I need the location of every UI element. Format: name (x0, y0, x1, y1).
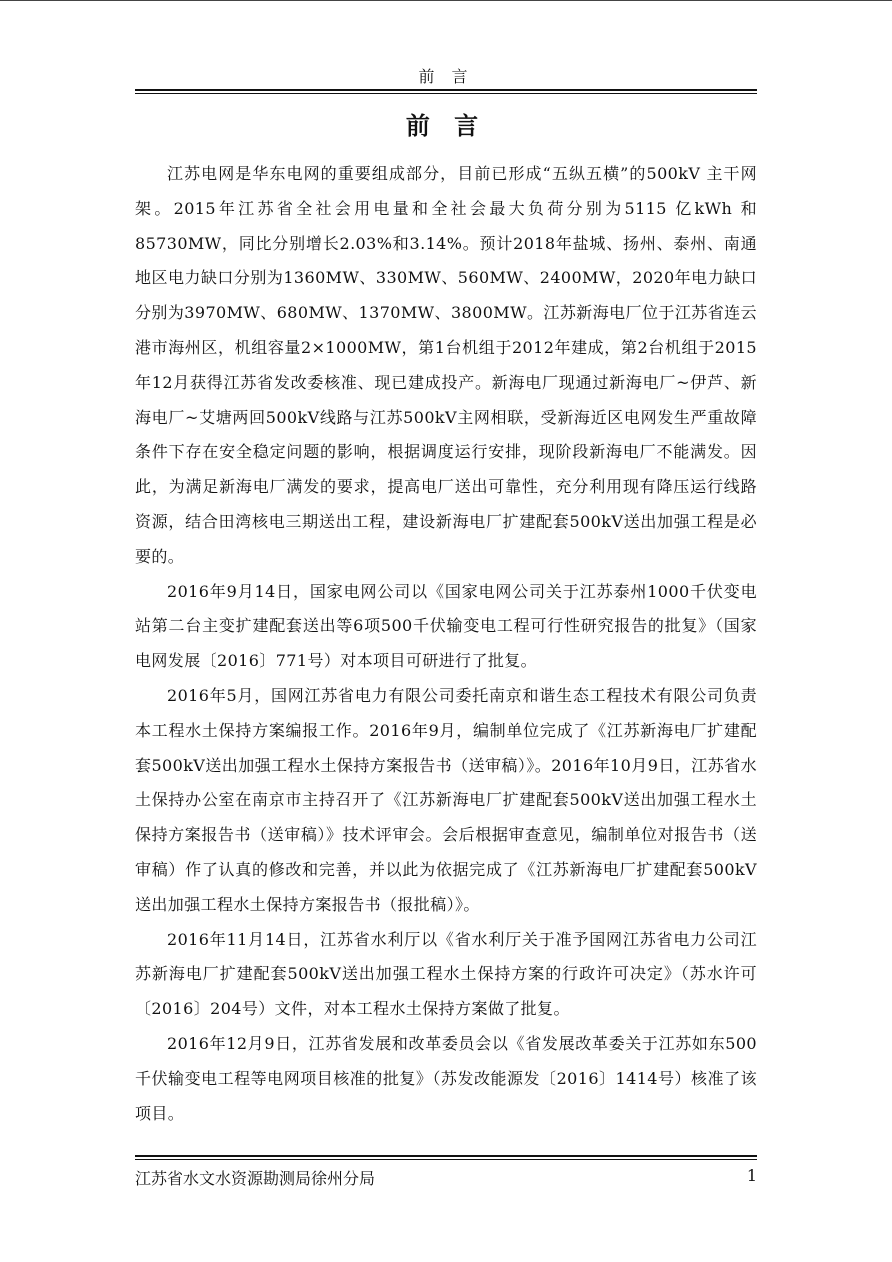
body-text (135, 157, 757, 1131)
footer-organization: 江苏省水文水资源勘测局徐州分局 (135, 1169, 376, 1188)
paragraph-1: 江苏电网是华东电网的重要组成部分，目前已形成“五纵五横”的500kV 主干网架。2015年江苏省全社会用电量和全社会最大负荷分别为5115 亿kWh 和85730MW，同比分别增长2.03%和3.14%。预计2018年盐城、扬州、泰州、南通地区电力缺口分别为1360MW、330MW、560MW、2400MW，2020年电力缺口分别为3970MW、680MW、1370MW、3800MW。江苏新海电厂位于江苏省连云港市海州区，机组容量2×1000MW，第1台机组于2012年建成，第2台机组于2015年12月获得江苏省发改委核准、现已建成投产。新海电厂现通过新海电厂~伊芦、新海电厂~艾塘两回500kV线路与江苏500kV主网相联，受新海近区电网发生严重故障条件下存在安全稳定问题的影响，根据调度运行安排，现阶段新海电厂不能满发。因此，为满足新海电厂满发的要求，提高电厂送出可靠性，充分利用现有降压运行线路资源，结合田湾核电三期送出工程，建设新海电厂扩建配套500kV送出加强工程是必要的。 (135, 164, 757, 566)
paragraph-3: 2016年5月，国网江苏省电力有限公司委托南京和谐生态工程技术有限公司负责本工程水土保持方案编报工作。2016年9月，编制单位完成了《江苏新海电厂扩建配套500kV送出加强工程水土保持方案报告书（送审稿）》。2016年10月9日，江苏省水土保持办公室在南京市主持召开了《江苏新海电厂扩建配套500kV送出加强工程水土保持方案报告书（送审稿）》技术评审会。会后根据审查意见，编制单位对报告书（送审稿）作了认真的修改和完善，并以此为依据完成了《江苏新海电厂扩建配套500kV送出加强工程水土保持方案报告书（报批稿）》。 (135, 685, 757, 914)
page-number: 1 (746, 1166, 757, 1185)
page-top-edge (0, 0, 892, 1)
page-title: 前 言 (405, 112, 487, 140)
running-header: 前 言 (418, 67, 474, 86)
paragraph-2: 2016年9月14日，国家电网公司以《国家电网公司关于江苏泰州1000千伏变电站第二台主变扩建配套送出等6项500千伏输变电工程可行性研究报告的批复》（国家电网发展〔2016〕771号）对本项目可研进行了批复。 (135, 581, 757, 671)
header-rule (135, 89, 757, 94)
paragraph-5: 2016年12月9日，江苏省发展和改革委员会以《省发展改革委关于江苏如东500千伏输变电工程等电网项目核准的批复》（苏发改能源发〔2016〕1414号）核准了该项目。 (135, 1033, 757, 1123)
footer-rule (135, 1155, 757, 1160)
paragraph-4: 2016年11月14日，江苏省水利厅以《省水利厅关于准予国网江苏省电力公司江苏新海电厂扩建配套500kV送出加强工程水土保持方案的行政许可决定》（苏水许可〔2016〕204号）文件，对本工程水土保持方案做了批复。 (135, 929, 757, 1019)
